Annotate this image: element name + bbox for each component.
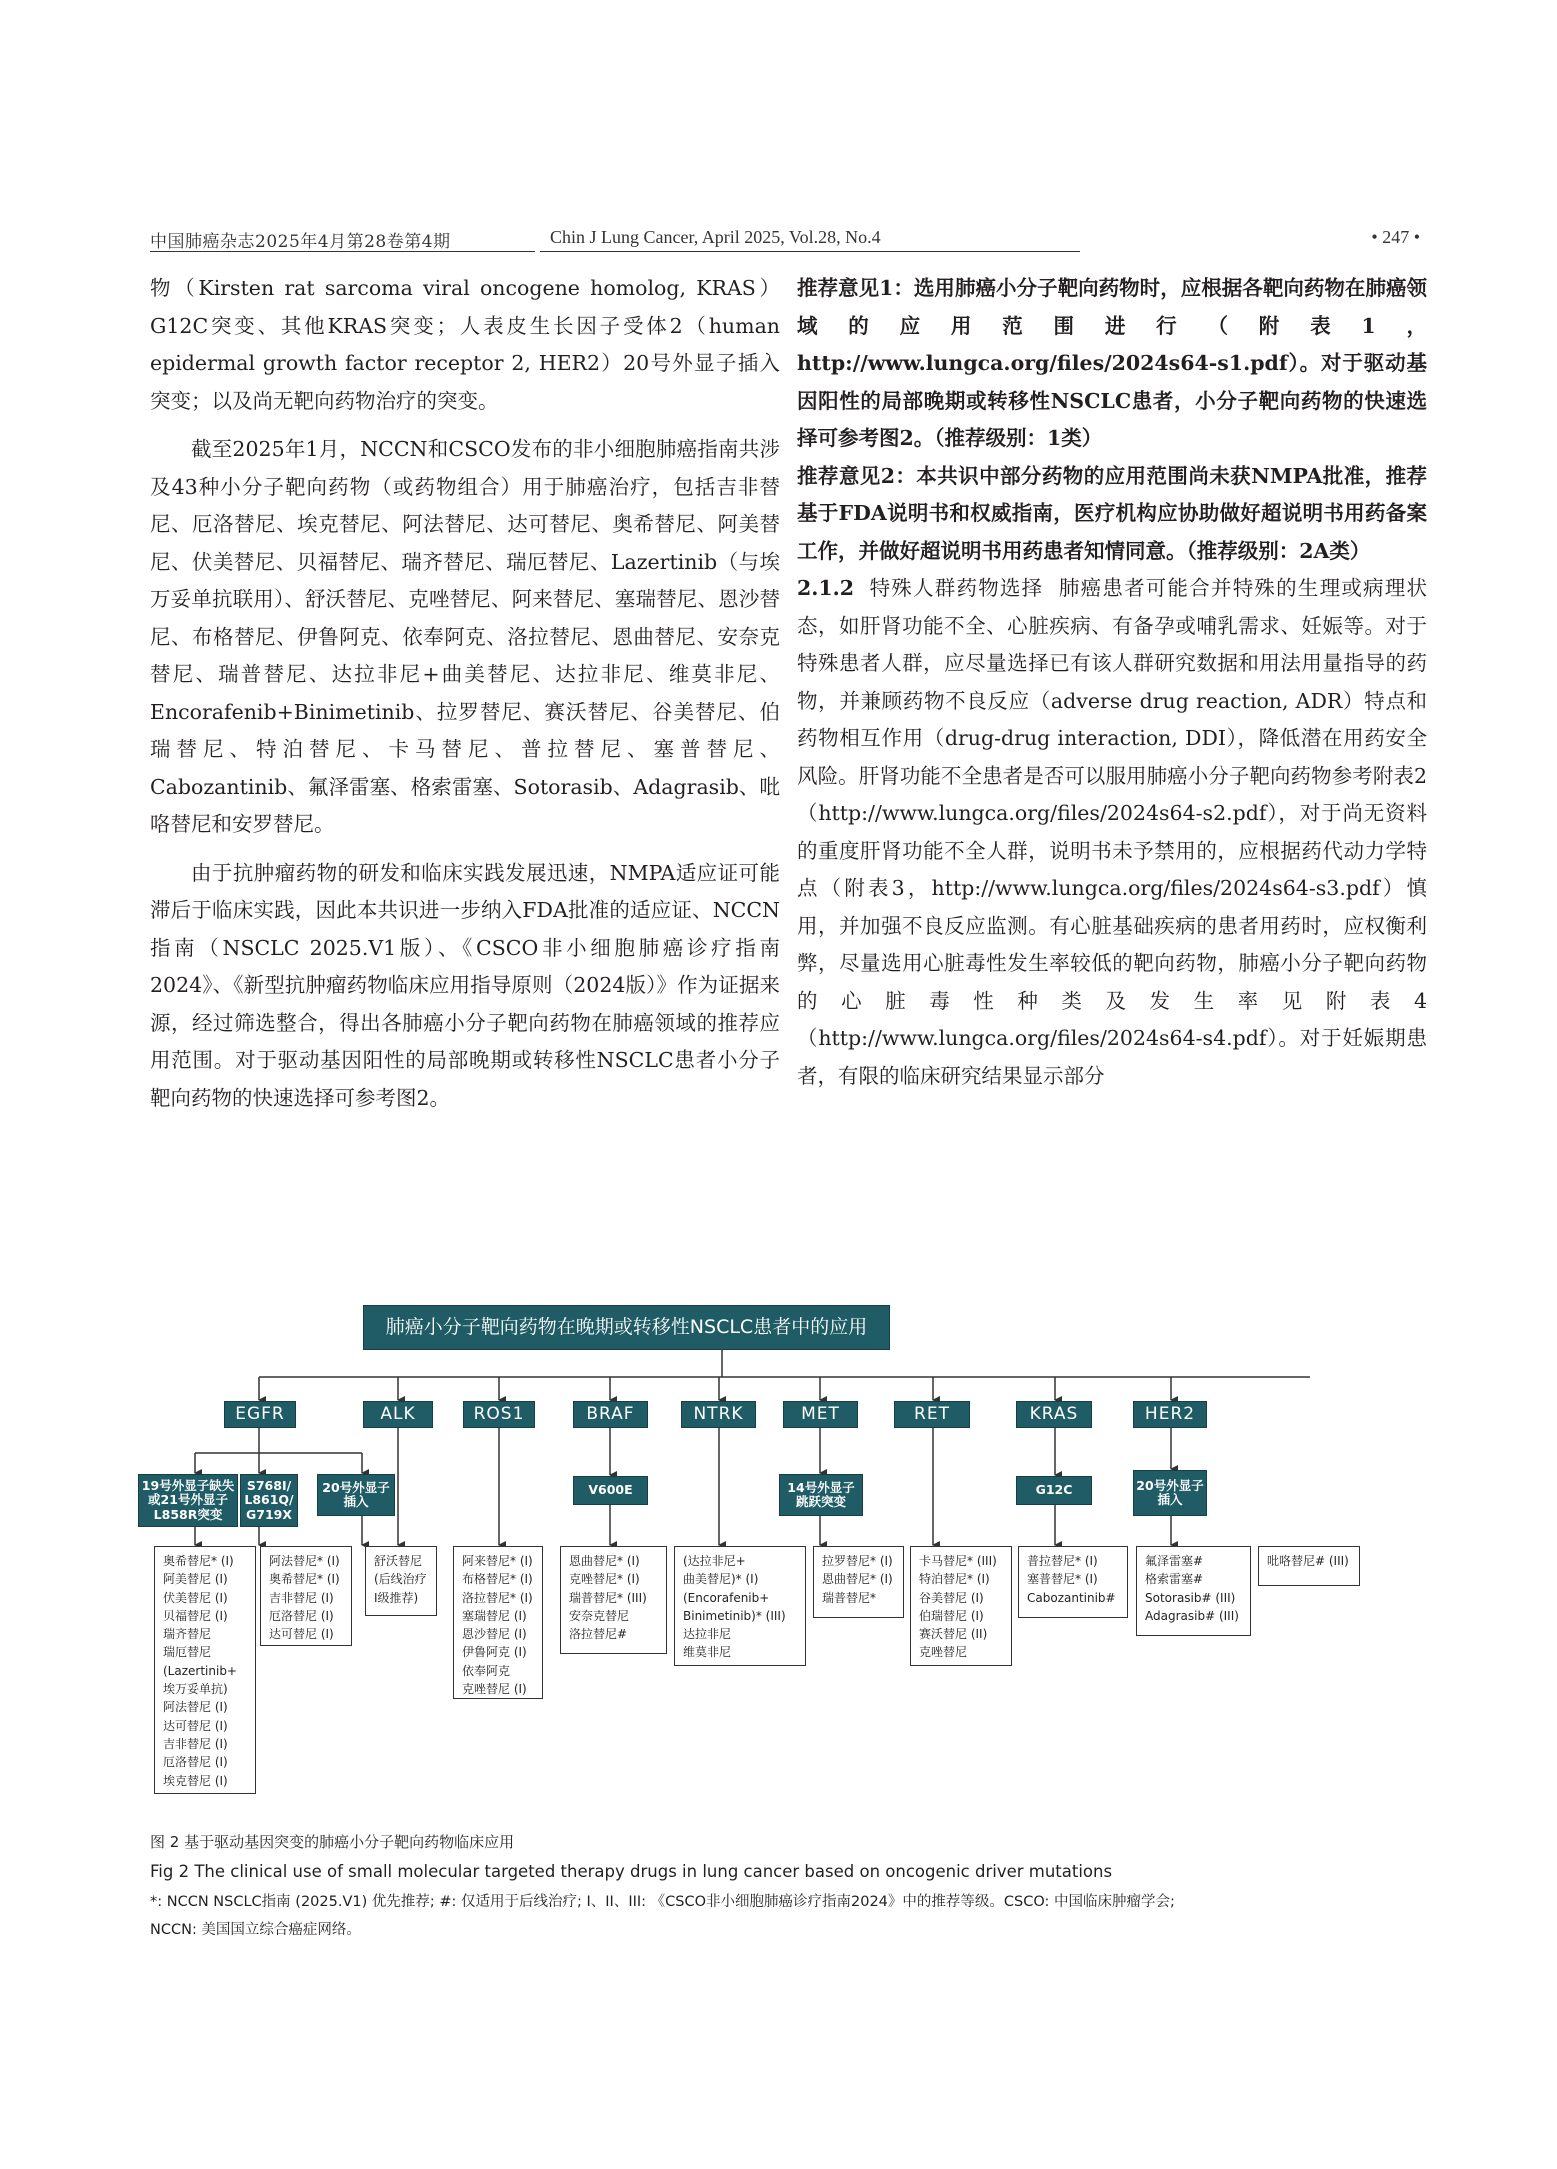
section-number: 2.1.2 — [797, 576, 855, 600]
drug-box-kras — [1136, 1546, 1251, 1636]
drug-item: 谷美替尼 (I) — [919, 1590, 984, 1605]
journal-title-en: Chin J Lung Cancer, April 2025, Vol.28, No.4 — [550, 227, 881, 247]
drug-item: 埃万妥单抗) — [163, 1682, 228, 1697]
caption-note — [150, 1888, 1430, 1944]
section-body: 肺癌患者可能合并特殊的生理或病理状态，如肝肾功能不全、心脏疾病、有备孕或哺乳需求、妊娠等。对于特殊患者人群，应尽量选择已有该人群研究数据和用法用量指导的药物，并兼顾药物不良反应（adverse drug reaction, ADR）特点和药物相互作用（drug-drug interaction, DDI），降低潜在用药安全风险。肝肾功能不全患者是否可以服用肺癌小分子靶向药物参考附表2（http://www.lungca.org/files/2024s64-s2.pdf），对于尚无资料的重度肝肾功能不全人群，说明书未予禁用的，应根据药代动力学特点（附表3，http://www.lungca.org/files/2024s64-s3.pdf）慎用，并加强不良反应监测。有心脏基础疾病的患者用药时，应权衡利弊，尽量选用心脏毒性发生率较低的靶向药物，肺癌小分子靶向药物的心脏毒性种类及发生率见附表4（http://www.lungca.org/files/2024s64-s4.pdf）。对于妊娠期患者，有限的临床研究结果显示部分 — [797, 576, 1428, 1088]
gene-box-ret — [894, 1401, 970, 1428]
drug-item: 布格替尼* (I) — [462, 1572, 533, 1587]
mutation-label: 或21号外显子 — [148, 1492, 228, 1508]
paragraph: 由于抗肿瘤药物的研发和临床实践发展迅速，NMPA适应证可能滞后于临床实践，因此本共识进一步纳入FDA批准的适应证、NCCN指南（NSCLC 2025.V1版）、《CSCO非小细胞肺癌诊疗指南2024》、《新型抗肿瘤药物临床应用指导原则（2024版）》作为证据来源，经过筛选整合，得出各肺癌小分子靶向药物在肺癌领域的推荐应用范围。对于驱动基因阳性的局部晚期或转移性NSCLC患者小分子靶向药物的快速选择可参考图2。 — [150, 860, 780, 1110]
drug-item: 达可替尼 (I) — [163, 1718, 228, 1733]
drug-item: 格索雷塞# — [1145, 1572, 1204, 1587]
drug-item: 吉非替尼 (I) — [269, 1590, 334, 1605]
page-number: • 247 • — [1371, 227, 1420, 247]
mutation-label: 插入 — [343, 1494, 369, 1509]
gene-box-ntrk — [681, 1401, 756, 1428]
drug-item: 贝福替尼 (I) — [163, 1608, 228, 1623]
gene-label: RET — [914, 1403, 950, 1424]
drug-item: 恩沙替尼 (I) — [462, 1627, 527, 1642]
gene-box-ros1 — [463, 1401, 535, 1428]
paragraph: 截至2025年1月，NCCN和CSCO发布的非小细胞肺癌指南共涉及43种小分子靶向药物（或药物组合）用于肺癌治疗，包括吉非替尼、厄洛替尼、埃克替尼、阿法替尼、达可替尼、奥希替尼、阿美替尼、伏美替尼、贝福替尼、瑞齐替尼、瑞厄替尼、Lazertinib（与埃万妥单抗联用）、舒沃替尼、克唑替尼、阿来替尼、塞瑞替尼、恩沙替尼、布格替尼、伊鲁阿克、依奉阿克、洛拉替尼、恩曲替尼、安奈克替尼、瑞普替尼、达拉非尼+曲美替尼、达拉非尼、维莫非尼、Encorafenib+Binimetinib、拉罗替尼、赛沃替尼、谷美替尼、伯瑞替尼、特泊替尼、卡马替尼、普拉替尼、塞普替尼、Cabozantinib、氟泽雷塞、格索雷塞、Sotorasib、Adagrasib、吡咯替尼和安罗替尼。 — [150, 437, 780, 836]
gene-label: BRAF — [586, 1403, 635, 1424]
drug-item: 伏美替尼 (I) — [163, 1590, 228, 1605]
gene-label: NTRK — [693, 1403, 744, 1424]
mutation-box-her2 — [1133, 1470, 1207, 1516]
gene-box-her2 — [1133, 1401, 1207, 1428]
drug-item: 洛拉替尼# — [569, 1627, 628, 1642]
drug-item: (Lazertinib+ — [163, 1663, 237, 1678]
gene-box-braf — [573, 1401, 648, 1428]
left-column — [150, 270, 780, 1117]
mutation-label: L858R突变 — [153, 1506, 223, 1522]
drug-item: 恩曲替尼* (I) — [569, 1554, 640, 1568]
drug-item: 曲美替尼)* (I) — [683, 1572, 759, 1587]
mutation-label: 跳跃突变 — [795, 1494, 846, 1509]
mutation-box-egfr-ex20 — [317, 1474, 395, 1516]
drug-box-egfr-uncommon — [260, 1546, 352, 1646]
drug-item: 伊鲁阿克 (I) — [462, 1645, 527, 1660]
paragraph: 物（Kirsten rat sarcoma viral oncogene homolog, KRAS）G12C突变、其他KRAS突变；人表皮生长因子受体2（human epidermal growth factor receptor 2, HER2）20号外显子插入突变；以及尚无靶向药物治疗的突变。 — [150, 276, 780, 413]
drug-item: 特泊替尼* (I) — [919, 1572, 990, 1587]
mutation-label: S768I/ — [246, 1477, 292, 1493]
drug-item: 吡咯替尼# (III) — [1267, 1554, 1349, 1568]
drug-box-met — [910, 1546, 1012, 1666]
gene-box-met — [783, 1401, 858, 1428]
drug-item: 洛拉替尼* (I) — [462, 1590, 533, 1605]
caption-title-en: Fig 2 The clinical use of small molecular targeted therapy drugs in lung cancer based on oncogenic driver mutations — [150, 1862, 1113, 1881]
drug-item: 氟泽雷塞# — [1145, 1554, 1204, 1568]
drug-item: 卡马替尼* (III) — [919, 1554, 997, 1568]
drug-item: 恩曲替尼* (I) — [822, 1572, 893, 1587]
figure-caption — [150, 1829, 1430, 1944]
figure-2-flowchart — [141, 1305, 1415, 1795]
drug-item: Sotorasib# (III) — [1145, 1590, 1236, 1605]
drug-item: 克唑替尼 — [919, 1645, 968, 1660]
caption-title-cn: 图 2 基于驱动基因突变的肺癌小分子靶向药物临床应用 — [150, 1833, 515, 1851]
drug-item: 赛沃替尼 (II) — [919, 1627, 988, 1642]
recommendation-2: 推荐意见2：本共识中部分药物的应用范围尚未获NMPA批准，推荐基于FDA说明书和权威指南，医疗机构应协助做好超说明书用药备案工作，并做好超说明书用药患者知情同意。（推荐级别：2A类） — [797, 463, 1427, 563]
drug-item: 塞普替尼* (I) — [1027, 1572, 1098, 1587]
drug-box-braf — [674, 1546, 806, 1666]
drug-item: I级推荐) — [374, 1590, 419, 1605]
gene-label: MET — [801, 1403, 840, 1424]
mutation-label: 14号外显子 — [787, 1479, 855, 1495]
mutation-label: G719X — [246, 1506, 292, 1522]
section-2-1-2 — [797, 570, 1427, 1095]
journal-title-cn: 中国肺癌杂志2025年4月第28卷第4期 — [150, 232, 451, 252]
drug-item: 达拉非尼 — [683, 1627, 732, 1642]
mutation-label: G12C — [1035, 1482, 1073, 1498]
drug-item: 阿法替尼 (I) — [163, 1700, 228, 1715]
drug-box-her2 — [1258, 1546, 1360, 1586]
gene-label: ALK — [380, 1403, 416, 1424]
gene-label: KRAS — [1029, 1403, 1079, 1424]
mutation-box-egfr-uncommon — [240, 1474, 298, 1527]
drug-item: 埃克替尼 (I) — [163, 1773, 228, 1788]
mutation-label: 20号外显子 — [1136, 1477, 1204, 1493]
drug-box-egfr-classic — [154, 1546, 256, 1794]
drug-item: Adagrasib# (III) — [1145, 1608, 1239, 1623]
drug-box-ret — [1018, 1546, 1128, 1618]
drug-box-alk — [453, 1546, 543, 1699]
drug-item: 瑞普替尼* (III) — [569, 1590, 647, 1605]
gene-label: ROS1 — [473, 1403, 525, 1424]
caption-note-line: *: NCCN NSCLC指南 (2025.V1) 优先推荐; #: 仅适用于后线治疗; I、II、III: 《CSCO非小细胞肺癌诊疗指南2024》中的推荐等级。CSCO: 中国临床肿瘤学会; — [150, 1894, 1175, 1910]
mutation-label: L861Q/ — [244, 1492, 294, 1508]
recommendation-1: 推荐意见1：选用肺癌小分子靶向药物时，应根据各靶向药物在肺癌领域的应用范围进行（附表1，http://www.lungca.org/files/2024s64-s1.pdf）。对于驱动基因阳性的局部晚期或转移性NSCLC患者，小分子靶向药物的快速选择可参考图2。（推荐级别：1类） — [797, 276, 1427, 450]
drug-item: 普拉替尼* (I) — [1027, 1554, 1098, 1568]
running-header — [150, 227, 1420, 253]
drug-item: (后线治疗 — [374, 1572, 427, 1587]
drug-item: 厄洛替尼 (I) — [269, 1608, 334, 1623]
gene-box-egfr — [224, 1401, 296, 1428]
drug-item: 奥希替尼* (I) — [163, 1554, 234, 1568]
drug-item: 拉罗替尼* (I) — [822, 1554, 893, 1568]
section-title: 特殊人群药物选择 — [869, 576, 1044, 600]
drug-item: 达可替尼 (I) — [269, 1627, 334, 1642]
root-box — [363, 1305, 890, 1350]
drug-item: 塞瑞替尼 (I) — [462, 1608, 527, 1623]
gene-box-kras — [1016, 1401, 1092, 1428]
right-column — [797, 270, 1427, 1095]
drug-box-ntrk — [813, 1546, 904, 1618]
drug-item: 瑞齐替尼 — [163, 1627, 212, 1642]
drug-item: Binimetinib)* (III) — [683, 1608, 786, 1623]
drug-item: 阿美替尼 (I) — [163, 1572, 228, 1587]
drug-item: 依奉阿克 — [462, 1663, 511, 1678]
gene-label: HER2 — [1144, 1403, 1196, 1424]
drug-item: 舒沃替尼 — [374, 1554, 423, 1568]
drug-item: 伯瑞替尼 (I) — [919, 1608, 984, 1623]
mutation-label: 19号外显子缺失 — [141, 1477, 235, 1493]
drug-item: 克唑替尼* (I) — [569, 1572, 640, 1587]
drug-item: 瑞普替尼* — [822, 1590, 877, 1605]
drug-item: 奥希替尼* (I) — [269, 1572, 340, 1587]
drug-item: (Encorafenib+ — [683, 1590, 770, 1605]
drug-item: Cabozantinib# — [1027, 1590, 1116, 1605]
drug-item: 阿来替尼* (I) — [462, 1554, 533, 1568]
mutation-box-egfr-classic — [138, 1474, 238, 1527]
drug-item: 阿法替尼* (I) — [269, 1554, 340, 1568]
gene-label: EGFR — [235, 1403, 285, 1424]
drug-item: 厄洛替尼 (I) — [163, 1755, 228, 1770]
root-label: 肺癌小分子靶向药物在晚期或转移性NSCLC患者中的应用 — [385, 1315, 868, 1338]
drug-item: 吉非替尼 (I) — [163, 1736, 228, 1751]
drug-box-egfr-ex20 — [365, 1546, 437, 1616]
mutation-box-met — [779, 1474, 863, 1516]
drug-item: (达拉非尼+ — [683, 1554, 746, 1568]
caption-note-line: NCCN: 美国国立综合癌症网络。 — [150, 1922, 361, 1938]
mutation-label: 插入 — [1157, 1492, 1183, 1507]
header-rule — [540, 251, 1080, 252]
drug-item: 维莫非尼 — [683, 1645, 732, 1660]
mutation-box-kras — [1016, 1476, 1092, 1505]
drug-item: 安奈克替尼 — [569, 1608, 630, 1623]
mutation-label: V600E — [588, 1482, 633, 1498]
gene-box-alk — [363, 1401, 433, 1428]
drug-item: 克唑替尼 (I) — [462, 1682, 527, 1697]
header-rule — [150, 251, 535, 252]
drug-box-ros1 — [560, 1546, 667, 1654]
drug-item: 瑞厄替尼 — [163, 1645, 212, 1660]
mutation-box-braf — [573, 1476, 648, 1505]
mutation-label: 20号外显子 — [322, 1479, 390, 1495]
